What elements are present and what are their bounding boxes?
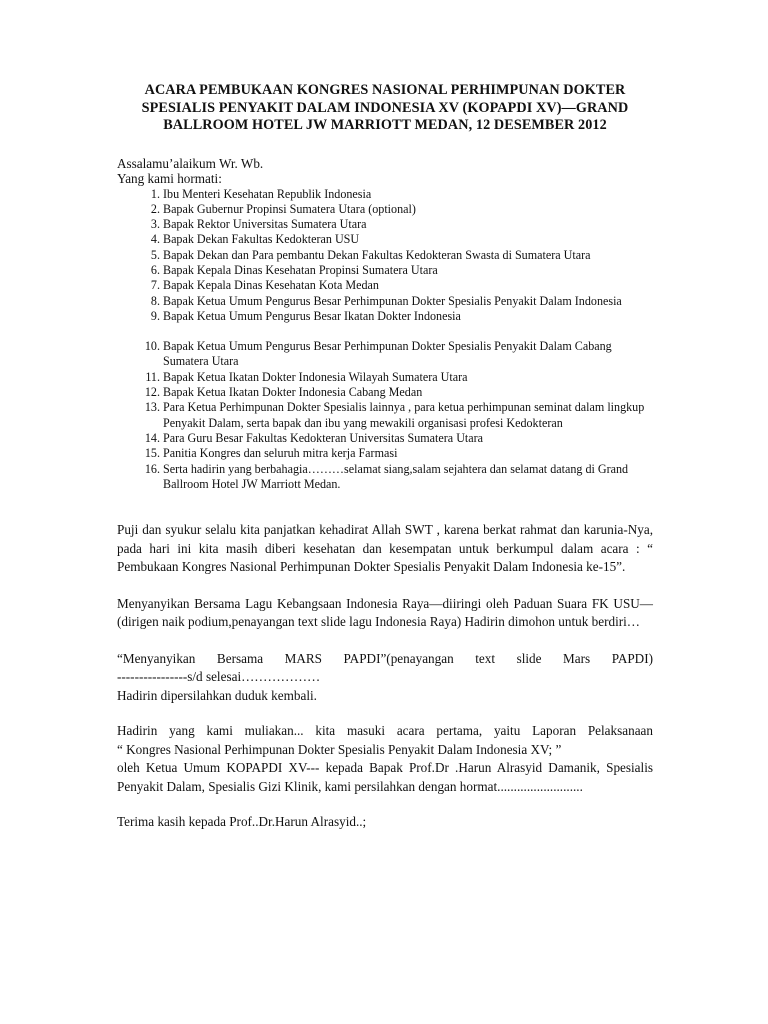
list-item (117, 370, 653, 385)
list-text: Para Ketua Perhimpunan Dokter Spesialis lainnya , para ketua perhimpunan seminat dalam lingkup Penyakit Dalam, serta bapak dan ibu yang mewakili organisasi profesi Kedokteran (163, 400, 645, 430)
list-number: 12. (144, 385, 160, 400)
list-text: Bapak Ketua Umum Pengurus Besar Perhimpunan Dokter Spesialis Penyakit Dalam Cabang Sumatera Utara (163, 339, 612, 369)
list-item (117, 309, 653, 324)
document-title (117, 82, 653, 135)
list-text: Bapak Rektor Universitas Sumatera Utara (163, 217, 367, 232)
list-text: Para Guru Besar Fakultas Kedokteran Universitas Sumatera Utara (163, 430, 484, 445)
list-number: 14. (144, 430, 160, 445)
list-number: 4. (150, 232, 160, 247)
title-line-3: BALLROOM HOTEL JW MARRIOTT MEDAN, 12 DESEMBER 2012 (163, 117, 607, 133)
paragraph-thanks: Terima kasih kepada Prof..Dr.Harun Alrasyid..; (117, 814, 367, 830)
list-text: Bapak Dekan dan Para pembantu Dekan Fakultas Kedokteran Swasta di Sumatera Utara (163, 247, 591, 262)
list-number: 13. (144, 400, 160, 415)
title-line-2: SPESIALIS PENYAKIT DALAM INDONESIA XV (KOPAPDI XV)—GRAND (141, 99, 629, 116)
list-text: Bapak Kepala Dinas Kesehatan Kota Medan (163, 278, 379, 293)
document-page (117, 82, 653, 832)
list-item (117, 294, 653, 309)
list-item (117, 339, 653, 370)
list-item (117, 446, 653, 461)
list-item (117, 248, 653, 263)
list-number: 3. (150, 217, 160, 232)
list-number: 11. (145, 369, 160, 384)
until-finished-line: ----------------s/d selesai……………… (117, 669, 321, 685)
greeting (117, 156, 653, 187)
list-item (117, 400, 653, 431)
list-number: 10. (144, 339, 160, 354)
list-text: Ibu Menteri Kesehatan Republik Indonesia (163, 186, 372, 201)
list-item (117, 263, 653, 278)
list-number: 9. (150, 308, 160, 323)
list-text: Panitia Kongres dan seluruh mitra kerja Farmasi (163, 446, 398, 461)
list-text: Bapak Kepala Dinas Kesehatan Propinsi Sumatera Utara (163, 262, 438, 277)
list-number: 16. (144, 461, 160, 476)
respect-line: Yang kami hormati: (117, 171, 222, 186)
guest-list (117, 187, 653, 493)
list-item (117, 278, 653, 293)
please-sit-line: Hadirin dipersilahkan duduk kembali. (117, 687, 317, 703)
list-text: Serta hadirin yang berbahagia………selamat siang,salam sejahtera dan selamat datang di Grand Ballroom Hotel JW Marriott Medan. (163, 461, 629, 491)
list-number: 8. (150, 293, 160, 308)
list-text: Bapak Ketua Ikatan Dokter Indonesia Cabang Medan (163, 385, 423, 400)
first-agenda-line-1: Hadirin yang kami muliakan... kita masuki acara pertama, yaitu Laporan Pelaksanaan (117, 723, 653, 739)
list-number: 2. (150, 201, 160, 216)
paragraph-gratitude: Puji dan syukur selalu kita panjatkan kehadirat Allah SWT , karena berkat rahmat dan karunia-Nya, pada hari ini kita masih diberi kesehatan dan kesempatan untuk berkumpul dalam acara : “ Pembukaan Kongres Nasional Perhimpunan Dokter Spesialis Penyakit Dalam Indonesia ke-15”. (117, 522, 653, 575)
first-agenda-rest: oleh Ketua Umum KOPAPDI XV--- kepada Bapak Prof.Dr .Harun Alrasyid Damanik, Spesialis Penyakit Dalam, Spesialis Gizi Klinik, kami persilahkan dengan hormat.......................... (117, 760, 653, 794)
paragraph-national-anthem: Menyanyikan Bersama Lagu Kebangsaan Indonesia Raya—diiringi oleh Paduan Suara FK USU—(dirigen naik podium,penayangan text slide lagu Indonesia Raya) Hadirin dimohon untuk berdiri… (117, 595, 653, 630)
list-number: 1. (150, 186, 160, 201)
list-item (117, 217, 653, 232)
list-text: Bapak Ketua Ikatan Dokter Indonesia Wilayah Sumatera Utara (163, 369, 468, 384)
list-number: 6. (150, 262, 160, 277)
list-text: Bapak Ketua Umum Pengurus Besar Perhimpunan Dokter Spesialis Penyakit Dalam Indonesia (163, 293, 622, 308)
paragraph-first-agenda (117, 722, 653, 796)
list-item (117, 187, 653, 202)
list-item (117, 202, 653, 217)
paragraph-mars-papdi (117, 650, 653, 706)
list-item (117, 232, 653, 247)
list-number: 15. (144, 446, 160, 461)
salutation: Assalamu’alaikum Wr. Wb. (117, 155, 264, 171)
list-number: 5. (150, 247, 160, 262)
list-text: Bapak Gubernur Propinsi Sumatera Utara (optional) (163, 201, 416, 216)
list-item (117, 431, 653, 446)
list-item (117, 462, 653, 493)
first-agenda-line-2: “ Kongres Nasional Perhimpunan Dokter Spesialis Penyakit Dalam Indonesia XV; ” (117, 741, 562, 757)
list-number: 7. (150, 278, 160, 293)
list-text: Bapak Dekan Fakultas Kedokteran USU (163, 232, 360, 247)
list-text: Bapak Ketua Umum Pengurus Besar Ikatan Dokter Indonesia (163, 308, 461, 323)
mars-papdi-line: “Menyanyikan Bersama MARS PAPDI”(penayangan text slide Mars PAPDI) (117, 650, 653, 666)
list-item (117, 385, 653, 400)
title-line-1: ACARA PEMBUKAAN KONGRES NASIONAL PERHIMPUNAN DOKTER (144, 82, 626, 98)
